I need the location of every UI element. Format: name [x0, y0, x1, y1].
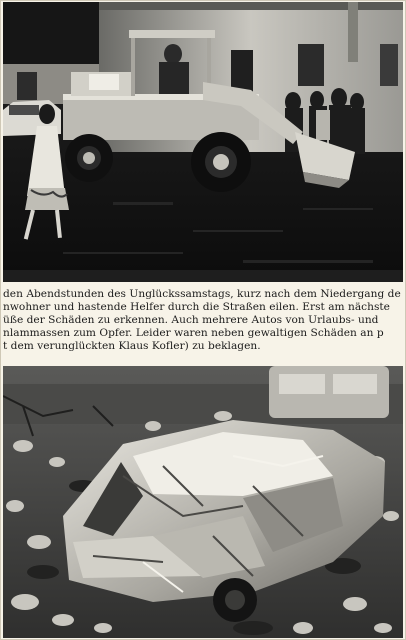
photo-crushed-car	[3, 366, 403, 638]
photo-bulldozer-illustration	[3, 2, 403, 282]
caption	[3, 288, 406, 360]
caption-line: nwohner und hastende Helfer durch die Straßen eilen. Erst am nächste	[3, 301, 390, 313]
photo-bulldozer	[3, 2, 403, 282]
caption-line: t dem verunglückten Klaus Kofler) zu beklagen.	[3, 340, 261, 352]
photo-crushed-car-illustration	[3, 366, 403, 638]
caption-line: üße der Schäden zu erkennen. Auch mehrere Autos von Urlaubs- und	[3, 314, 379, 326]
caption-line: den Abendstunden des Unglückssamstags, kurz nach dem Niedergang de	[3, 288, 401, 300]
caption-line: nlammassen zum Opfer. Leider waren neben gewaltigen Schäden an p	[3, 327, 384, 339]
